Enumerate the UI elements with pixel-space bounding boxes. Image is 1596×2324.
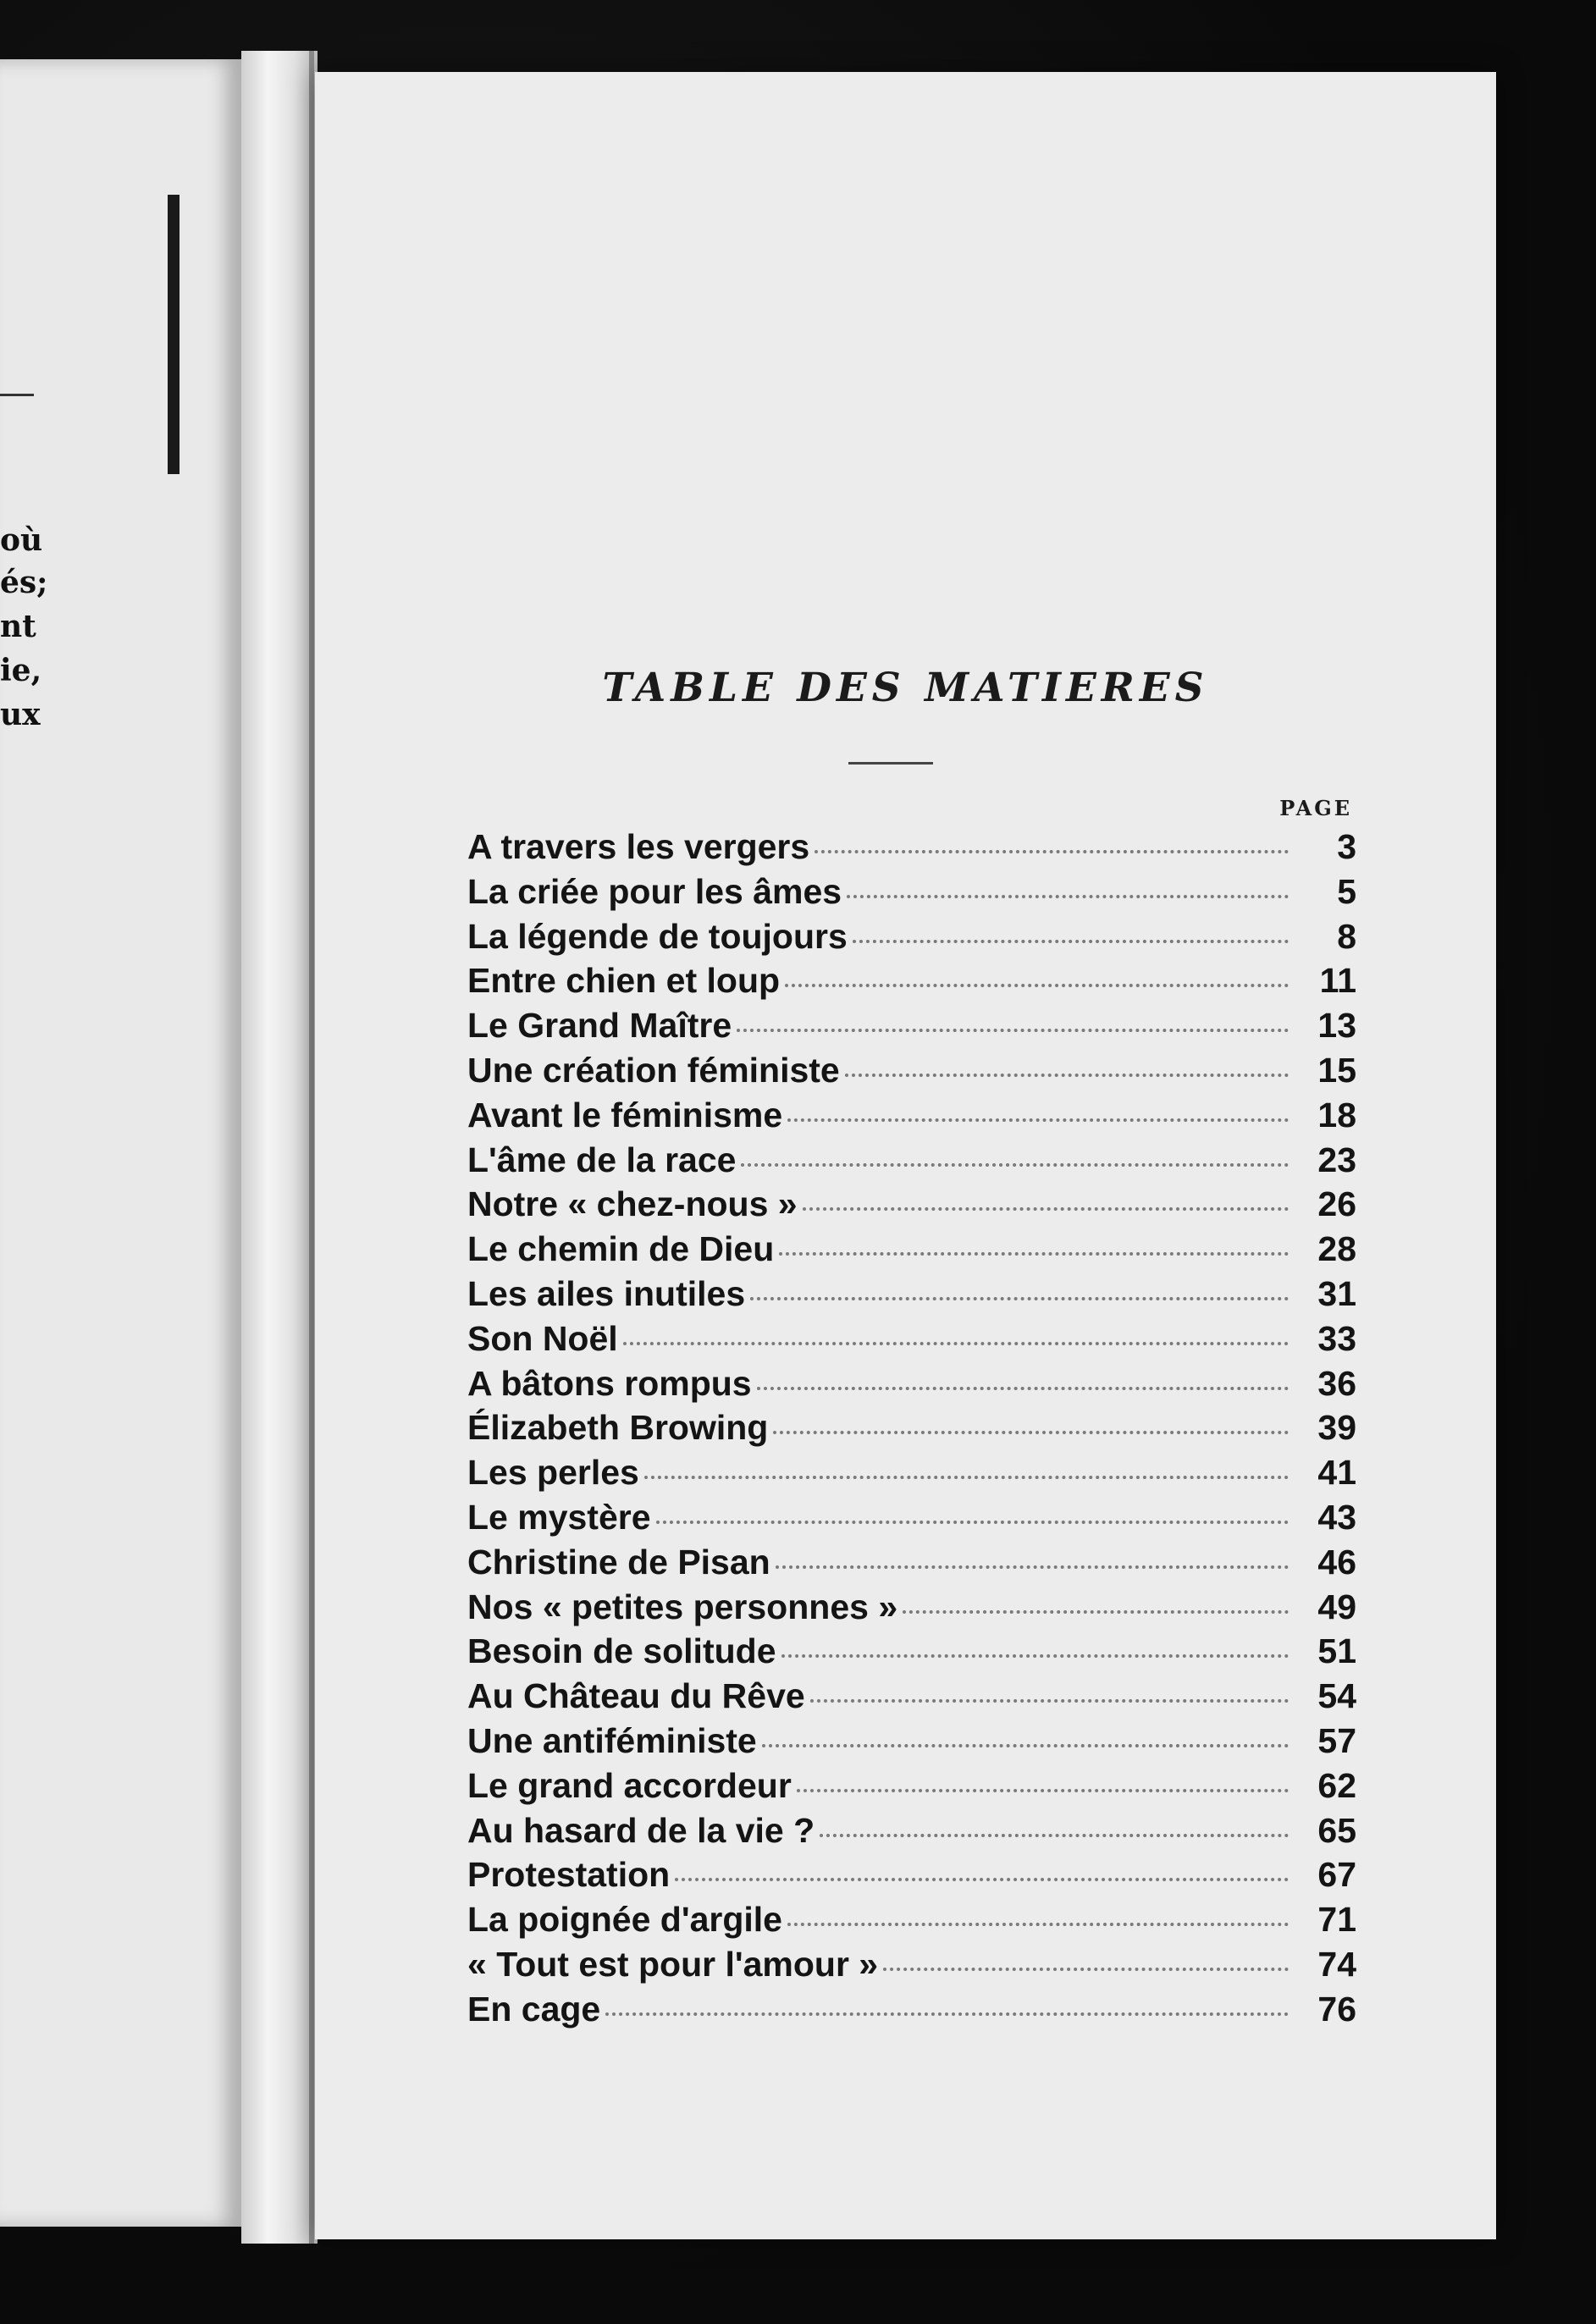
toc-entry	[467, 1990, 1356, 2034]
toc-entry-title: Les perles	[467, 1453, 639, 1493]
toc-entry-page-number: 33	[1317, 1318, 1356, 1358]
toc-entry-page-number: 71	[1317, 1900, 1356, 1940]
toc-entry-page-number: 11	[1319, 961, 1356, 1001]
toc-entry	[467, 1051, 1356, 1096]
toc-entry-page-number: 5	[1337, 871, 1356, 911]
toc-entry	[467, 1229, 1356, 1274]
dot-leader	[762, 1744, 1289, 1747]
dot-leader	[675, 1878, 1289, 1881]
dot-leader	[847, 895, 1289, 898]
page-title: TABLE DES MATIERES	[602, 665, 1209, 711]
toc-entry	[467, 1006, 1356, 1051]
toc-entry-title: Besoin de solitude	[467, 1631, 776, 1671]
toc-entry-page-number: 74	[1317, 1944, 1356, 1984]
dot-leader	[820, 1834, 1289, 1837]
toc-entry-title: L'âme de la race	[467, 1140, 737, 1179]
toc-entry-page-number: 43	[1317, 1497, 1356, 1537]
toc-entry-page-number: 57	[1317, 1720, 1356, 1760]
toc-entry-title: A travers les vergers	[467, 827, 810, 866]
toc-entry-title: Son Noël	[467, 1318, 618, 1358]
toc-entry-title: Une création féministe	[467, 1050, 840, 1090]
facing-page-text-fragment: ie,	[0, 653, 42, 688]
dot-leader	[803, 1207, 1289, 1211]
dot-leader	[623, 1342, 1289, 1345]
toc-entry	[467, 1096, 1356, 1140]
toc-entry-title: Notre « chez-nous »	[467, 1184, 798, 1224]
toc-entry-page-number: 18	[1317, 1095, 1356, 1134]
toc-entry-page-number: 31	[1317, 1273, 1356, 1313]
toc-entry	[467, 872, 1356, 917]
toc-entry-page-number: 46	[1317, 1542, 1356, 1582]
toc-entry-title: A bâtons rompus	[467, 1363, 752, 1403]
toc-entry-title: Au Château du Rêve	[467, 1676, 805, 1716]
toc-entry-title: Le Grand Maître	[467, 1006, 732, 1046]
page-column-header: PAGE	[1279, 796, 1352, 820]
toc-entry-page-number: 39	[1317, 1408, 1356, 1448]
toc-entry-page-number: 13	[1317, 1006, 1356, 1046]
dot-leader	[656, 1521, 1289, 1524]
facing-page-rule	[0, 394, 34, 396]
title-divider	[848, 762, 933, 765]
toc-entry	[467, 1945, 1356, 1990]
dot-leader	[787, 1923, 1289, 1926]
toc-entry	[467, 1766, 1356, 1811]
dot-leader	[810, 1699, 1289, 1703]
toc-entry	[467, 1587, 1356, 1632]
toc-entry	[467, 1631, 1356, 1676]
dot-leader	[797, 1789, 1289, 1792]
dot-leader	[605, 2012, 1289, 2016]
dot-leader	[903, 1610, 1289, 1614]
dot-leader	[787, 1118, 1289, 1122]
table-of-contents	[467, 827, 1356, 2034]
toc-entry-page-number: 3	[1337, 827, 1356, 866]
dot-leader	[883, 1968, 1289, 1971]
toc-entry-title: Christine de Pisan	[467, 1542, 770, 1582]
toc-entry-title: Entre chien et loup	[467, 961, 781, 1001]
contents-page	[315, 72, 1496, 2239]
toc-entry	[467, 1453, 1356, 1498]
toc-entry-title: Une antiféministe	[467, 1720, 757, 1760]
toc-entry-page-number: 8	[1337, 916, 1356, 956]
toc-entry-page-number: 15	[1317, 1050, 1356, 1090]
toc-entry-title: La criée pour les âmes	[467, 871, 842, 911]
dot-leader	[737, 1029, 1289, 1032]
toc-entry	[467, 961, 1356, 1006]
dot-leader	[853, 940, 1289, 943]
dot-leader	[845, 1074, 1289, 1077]
facing-page-text-fragment: nt	[0, 609, 36, 644]
toc-entry-page-number: 54	[1317, 1676, 1356, 1716]
toc-entry-page-number: 62	[1317, 1765, 1356, 1805]
dot-leader	[773, 1431, 1289, 1434]
toc-entry-title: Protestation	[467, 1855, 671, 1895]
toc-entry	[467, 827, 1356, 872]
toc-entry	[467, 1855, 1356, 1900]
toc-entry-page-number: 23	[1317, 1140, 1356, 1179]
toc-entry	[467, 1543, 1356, 1587]
dot-leader	[644, 1476, 1289, 1479]
toc-entry-page-number: 28	[1317, 1229, 1356, 1269]
toc-entry-page-number: 76	[1317, 1989, 1356, 2029]
toc-entry	[467, 1676, 1356, 1721]
toc-entry	[467, 1408, 1356, 1453]
spine-edge	[309, 51, 314, 2244]
book-spine	[241, 51, 318, 2244]
toc-entry-page-number: 49	[1317, 1587, 1356, 1626]
toc-entry	[467, 1721, 1356, 1766]
toc-entry-title: « Tout est pour l'amour »	[467, 1944, 879, 1984]
dot-leader	[781, 1654, 1290, 1658]
dot-leader	[815, 850, 1289, 853]
dot-leader	[776, 1565, 1289, 1569]
facing-page-text-fragment: ux	[0, 697, 41, 732]
toc-entry	[467, 1498, 1356, 1543]
toc-entry-page-number: 36	[1317, 1363, 1356, 1403]
gutter-mark	[168, 195, 179, 474]
toc-entry-page-number: 67	[1317, 1855, 1356, 1895]
toc-entry-title: Nos « petites personnes »	[467, 1587, 898, 1626]
toc-entry-page-number: 65	[1317, 1810, 1356, 1850]
dot-leader	[779, 1252, 1289, 1256]
toc-entry-page-number: 51	[1317, 1631, 1356, 1671]
toc-entry-title: Les ailes inutiles	[467, 1273, 746, 1313]
toc-entry-title: Avant le féminisme	[467, 1095, 783, 1134]
dot-leader	[757, 1387, 1289, 1390]
facing-page-text-fragment: és;	[0, 565, 48, 600]
toc-entry-title: Élizabeth Browing	[467, 1408, 769, 1448]
toc-entry	[467, 1140, 1356, 1185]
toc-entry	[467, 1900, 1356, 1945]
toc-entry	[467, 1364, 1356, 1409]
facing-page-text-fragment: où	[0, 522, 43, 558]
toc-entry	[467, 917, 1356, 962]
toc-entry	[467, 1811, 1356, 1856]
toc-entry-page-number: 26	[1317, 1184, 1356, 1224]
dot-leader	[785, 984, 1289, 987]
toc-entry-title: La poignée d'argile	[467, 1900, 782, 1940]
toc-entry-title: Le mystère	[467, 1497, 651, 1537]
dot-leader	[750, 1297, 1289, 1300]
toc-entry-title: Au hasard de la vie ?	[467, 1810, 815, 1850]
dot-leader	[741, 1163, 1289, 1167]
toc-entry	[467, 1319, 1356, 1364]
toc-entry	[467, 1184, 1356, 1229]
toc-entry-title: La légende de toujours	[467, 916, 848, 956]
facing-page	[0, 59, 241, 2227]
toc-entry-title: Le grand accordeur	[467, 1765, 792, 1805]
toc-entry-page-number: 41	[1317, 1453, 1356, 1493]
toc-entry	[467, 1274, 1356, 1319]
toc-entry-title: En cage	[467, 1989, 601, 2029]
toc-entry-title: Le chemin de Dieu	[467, 1229, 775, 1269]
